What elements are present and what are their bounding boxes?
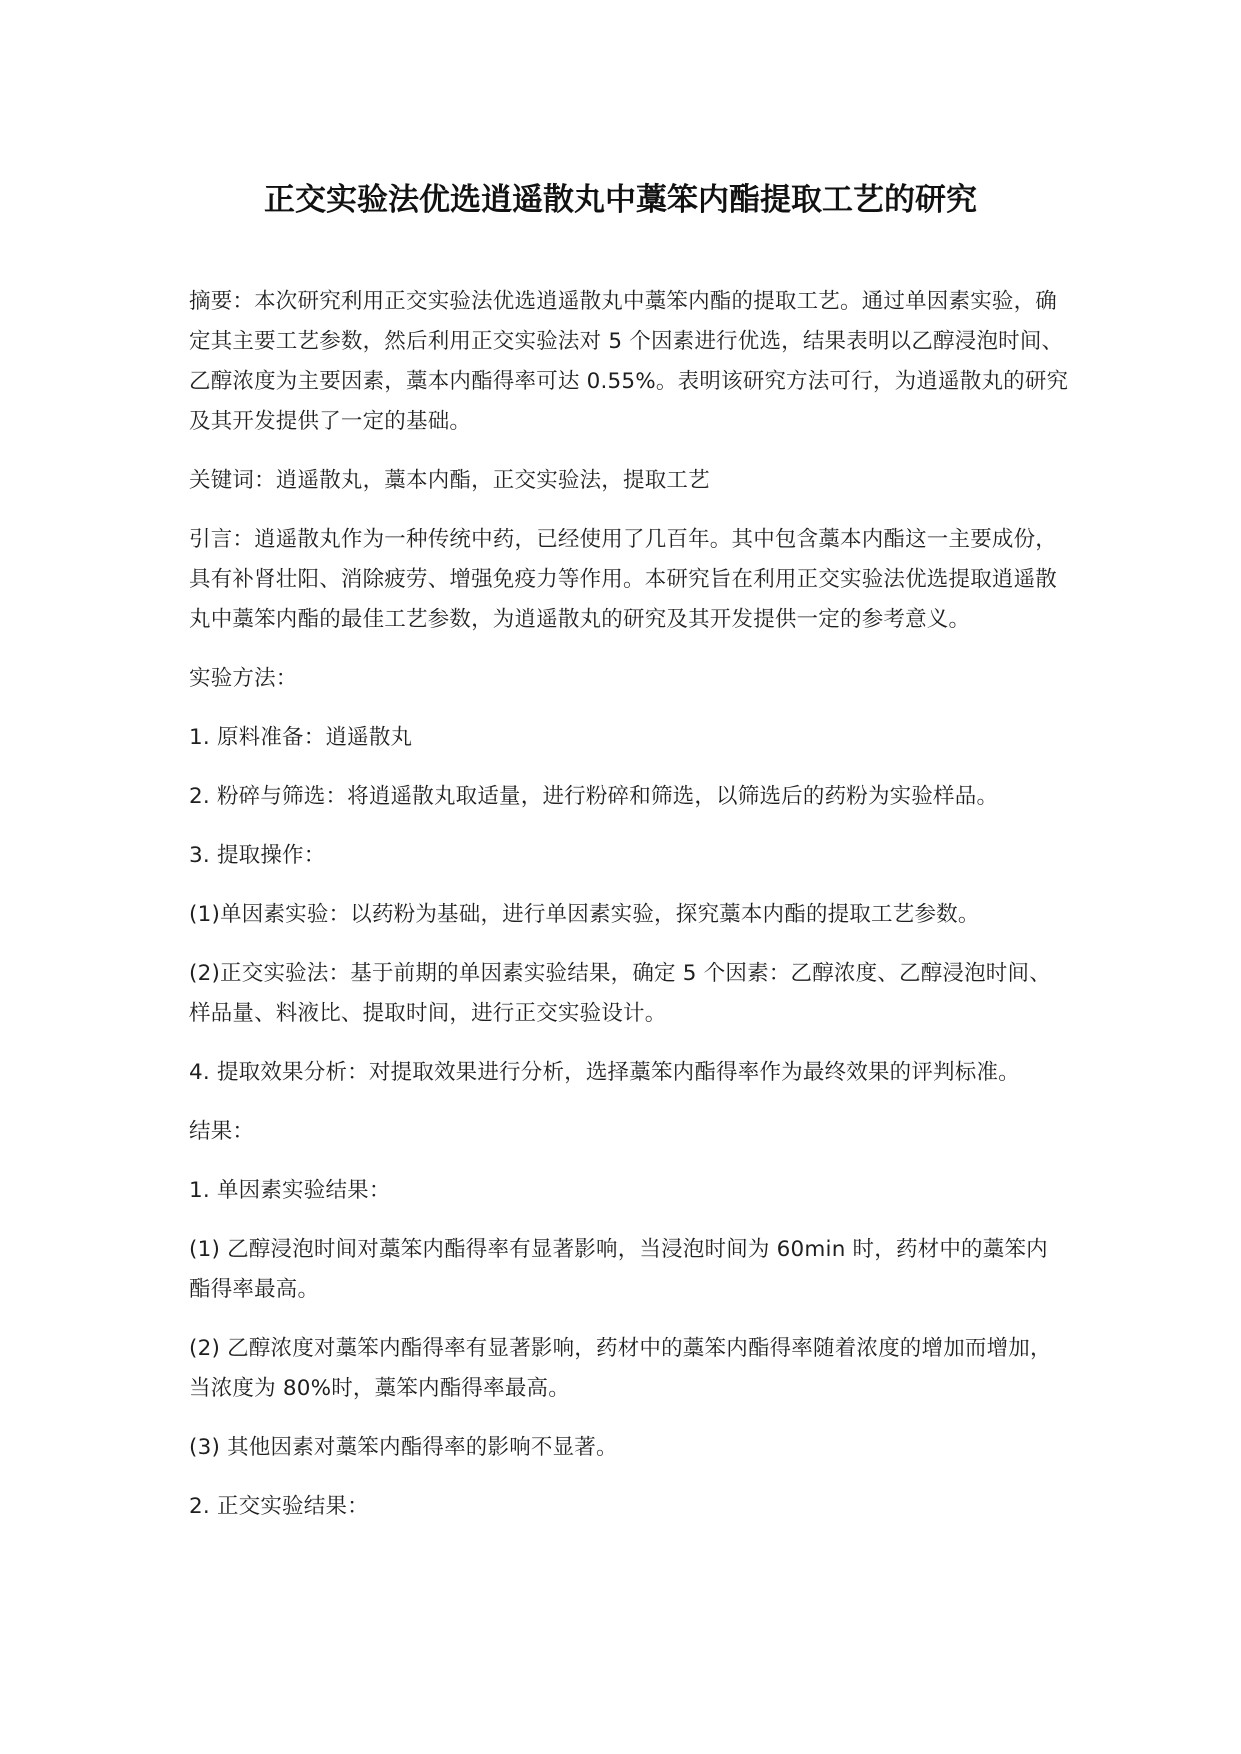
methods-heading: 实验方法： [189,666,298,691]
method-item-4: 4. 提取效果分析：对提取效果进行分析，选择藁笨内酯得率作为最终效果的评判标准。 [189,1060,1020,1085]
method-subitem-1: (1)单因素实验：以药粉为基础，进行单因素实验，探究藁本内酯的提取工艺参数。 [189,902,980,927]
result-item-2: 2. 正交实验结果： [189,1494,369,1519]
result-subitem-3: (3) 其他因素对藁笨内酯得率的影响不显著。 [189,1435,618,1460]
document-body [189,282,1069,1546]
method-item-1: 1. 原料准备：逍遥散丸 [189,725,413,750]
method-subitem-2: (2)正交实验法：基于前期的单因素实验结果，确定 5 个因素：乙醇浓度、乙醇浸泡时间、样品量、料液比、提取时间，进行正交实验设计。 [189,961,1051,1026]
keywords-paragraph: 关键词：逍遥散丸，藁本内酯，正交实验法，提取工艺 [189,468,710,493]
document-title: 正交实验法优选逍遥散丸中藁笨内酯提取工艺的研究 [264,182,977,218]
result-subitem-1: (1) 乙醇浸泡时间对藁笨内酯得率有显著影响，当浸泡时间为 60min 时，药材中的藁笨内酯得率最高。 [189,1237,1048,1302]
results-heading: 结果： [189,1119,255,1144]
result-item-1: 1. 单因素实验结果： [189,1178,391,1203]
result-subitem-2: (2) 乙醇浓度对藁笨内酯得率有显著影响，药材中的藁笨内酯得率随着浓度的增加而增加，当浓度为 80%时，藁笨内酯得率最高。 [189,1336,1052,1401]
method-item-2: 2. 粉碎与筛选：将逍遥散丸取适量，进行粉碎和筛选，以筛选后的药粉为实验样品。 [189,784,999,809]
method-item-3: 3. 提取操作： [189,843,326,868]
abstract-paragraph: 摘要：本次研究利用正交实验法优选逍遥散丸中藁笨内酯的提取工艺。通过单因素实验，确定其主要工艺参数，然后利用正交实验法对 5 个因素进行优选，结果表明以乙醇浸泡时间、乙醇浓度为主要因素，藁本内酯得率可达 0.55%。表明该研究方法可行，为逍遥散丸的研究及其开发提供了一定的基础。 [189,289,1069,434]
introduction-paragraph: 引言：逍遥散丸作为一种传统中药，已经使用了几百年。其中包含藁本内酯这一主要成份，具有补肾壮阳、消除疲劳、增强免疫力等作用。本研究旨在利用正交实验法优选提取逍遥散丸中藁笨内酯的最佳工艺参数，为逍遥散丸的研究及其开发提供一定的参考意义。 [189,527,1058,632]
